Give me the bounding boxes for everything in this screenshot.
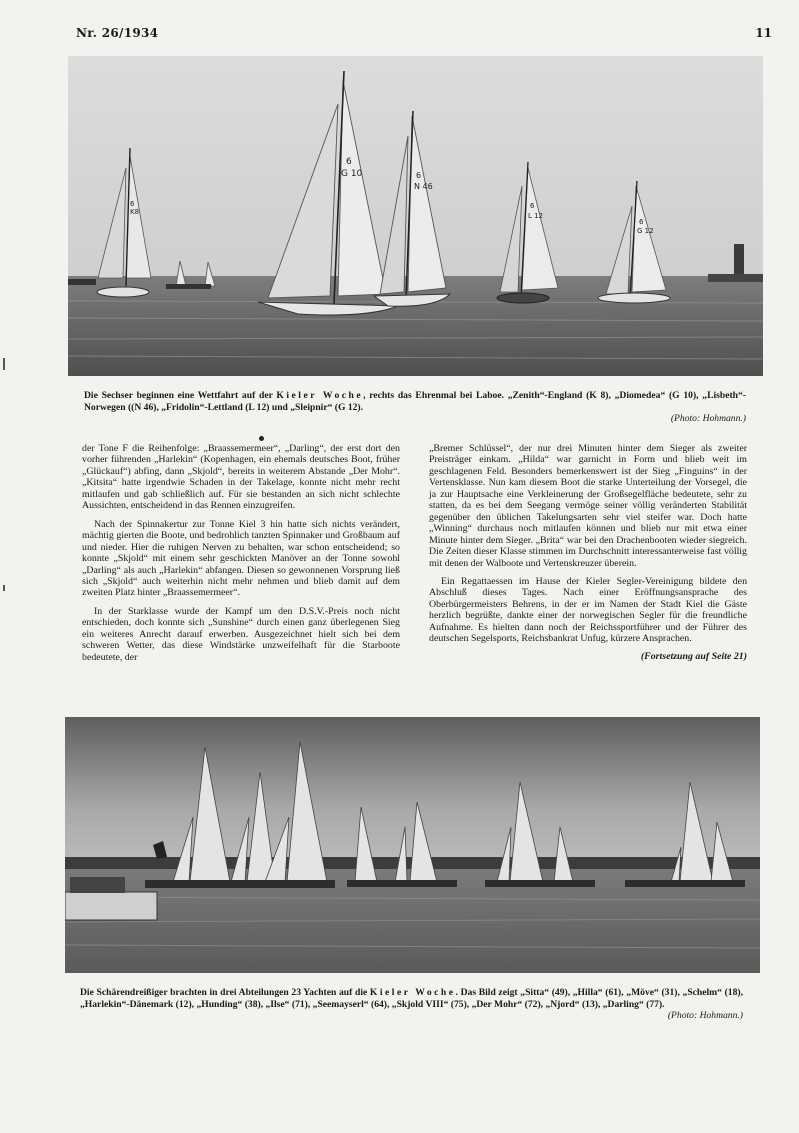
svg-text:G 12: G 12 <box>637 227 654 235</box>
paragraph: In der Starklasse wurde der Kampf um den D.S.V.-Preis noch nicht entschieden, doch konnte sich „Sunshine“ durch einen ganz überlegenen Sieg ein weiteres Anrecht darauf erwerben. Ausgezeichnet hielt sich bei dem schweren Wetter, das diese Windstärke unzweifelhaft für die Starboote bedeutete, der <box>82 605 400 663</box>
ornament-dot <box>259 436 264 441</box>
caption-text: . Das Bild zeigt „Sitta“ (49), „Hilla“ (61), „Möve“ (31), „Schelm“ (18), „Harlekin“-Dänemark (12), „Hunding“ (38), „Ilse“ (71), „Seemayserl“ (64), „Skjold VIII“ (75), „Der Mohr“ (72), „Njord“ (13), „Darling“ (77). <box>80 987 743 1010</box>
sailing-regatta-photo <box>68 56 763 376</box>
scan-edge-mark <box>3 358 5 370</box>
svg-text:6: 6 <box>639 218 644 226</box>
photo-caption-top <box>84 390 746 425</box>
caption-text: , rechts das Ehrenmal bei Laboe. „Zenith“-England (K 8), „Diomedea“ (G 10), „Lisbeth“-Norwegen ((N 46), „Fridolin“-Lettland (L 12) und „Sleipnir“ (G 12). <box>84 390 746 413</box>
photo-credit: (Photo: Hohmann.) <box>667 1010 743 1022</box>
photo-caption-bottom <box>80 987 743 1022</box>
paragraph: Ein Regattaessen im Hause der Kieler Segler-Vereinigung bildete den Abschluß dieses Tages. Nach einer Eröffnungsansprache des Oberbürgermeisters Behrens, in der er im Namen der Stadt Kiel die Gäste herzlich begrüßte, dankte einer der norwegischen Segler für die freundliche Aufnahme. Es hielten dann noch der Reichssportführer und der Führer des deutschen Segelsports, Reichsbankrat Unfug, kürzere Ansprachen. <box>429 575 747 645</box>
caption-event-name: Kieler Woche <box>369 987 456 998</box>
page-number: 11 <box>755 26 772 40</box>
svg-text:6: 6 <box>530 202 535 210</box>
svg-text:6: 6 <box>130 200 135 208</box>
photo-credit: (Photo: Hohmann.) <box>670 413 746 425</box>
page-header <box>76 26 772 46</box>
svg-text:K8: K8 <box>130 208 140 216</box>
article-column-right <box>429 443 747 662</box>
yacht-fleet-photo-image <box>65 717 760 973</box>
yacht-fleet-photo <box>65 717 760 973</box>
sailing-regatta-photo-image <box>68 56 763 376</box>
caption-text: Die Schärendreißiger brachten in drei Abteilungen 23 Yachten auf die <box>80 987 370 998</box>
svg-text:6: 6 <box>346 157 352 167</box>
svg-text:N 46: N 46 <box>414 182 433 191</box>
article-column-left <box>82 443 400 663</box>
caption-event-name: Kieler Woche <box>276 390 364 401</box>
paragraph: Nach der Spinnakertur zur Tonne Kiel 3 hin hatte sich nichts verändert, mächtig gierten die Boote, und bedrohlich tanzten Spinnaker und Großbaum auf und nieder. Hier die ruhigen Nerven zu behalten, war schon entscheidend; so konnte „Skjold“ mit einem sehr geschickten Manöver an der Tonne sowohl „Darling“ als auch „Harlekin“ abfangen. Diesen so gewonnenen Vorsprung ließ sich „Skjold“ auch weiterhin nicht mehr nehmen und blieb damit auf dem zweiten Platz hinter „Braassemermeer“. <box>82 518 400 599</box>
caption-text: Die Sechser beginnen eine Wettfahrt auf der <box>84 390 277 401</box>
issue-number: Nr. 26/1934 <box>76 26 159 40</box>
svg-text:L 12: L 12 <box>528 212 544 220</box>
paragraph: „Bremer Schlüssel“, der nur drei Minuten hinter dem Sieger als zweiter Preisträger einkam. „Hilda“ war garnicht in Form und blieb weit im geschlagenen Feld. Besonders bemerkenswert ist der Sieg „Finguins“ in der Vertensklasse. Nun kam diesem Boot die starke Unterteilung der Vorsegel, die ja zur Hauptsache eine Verkleinerung der Großsegelfläche bedeutete, sehr zu statten, da es bei dem Seegang vermöge seiner völlig veränderten Stabilität gegenüber den üblichen Takelungsarten sehr viel steifer war. Doch hatte „Winning“ durchaus noch mitlaufen können und blieb nur mit etwa einer Minute hinter dem Sieger. „Brita“ war bei den Drachenbooten wieder siegreich. Die Zeiten dieser Klasse stimmen im Durchschnitt interessanterweise fast völlig mit denen der Walboote und Vertenskreuzer überein. <box>429 443 747 569</box>
svg-text:6: 6 <box>416 171 422 180</box>
paragraph: der Tone F die Reihenfolge: „Braassemermeer“, „Darling“, der erst dort den vorher führenden „Harlekin“ (Kopenhagen, ein ehemals deutsches Boot, früher „Glückauf“) abfing, dann „Skjold“, bereits in weiterem Abstande „Der Mohr“. „Kitsita“ hatte irgendwie Schaden in der Takelage, konnte nicht mehr recht mitlaufen und gab schließlich auf. Für sie bestanden an sich nicht schlechte Aussichten, entscheidend in das Rennen einzugreifen. <box>82 443 400 512</box>
continuation-note: (Fortsetzung auf Seite 21) <box>640 650 747 662</box>
svg-text:G 10: G 10 <box>341 169 363 179</box>
scan-edge-mark <box>3 585 5 591</box>
